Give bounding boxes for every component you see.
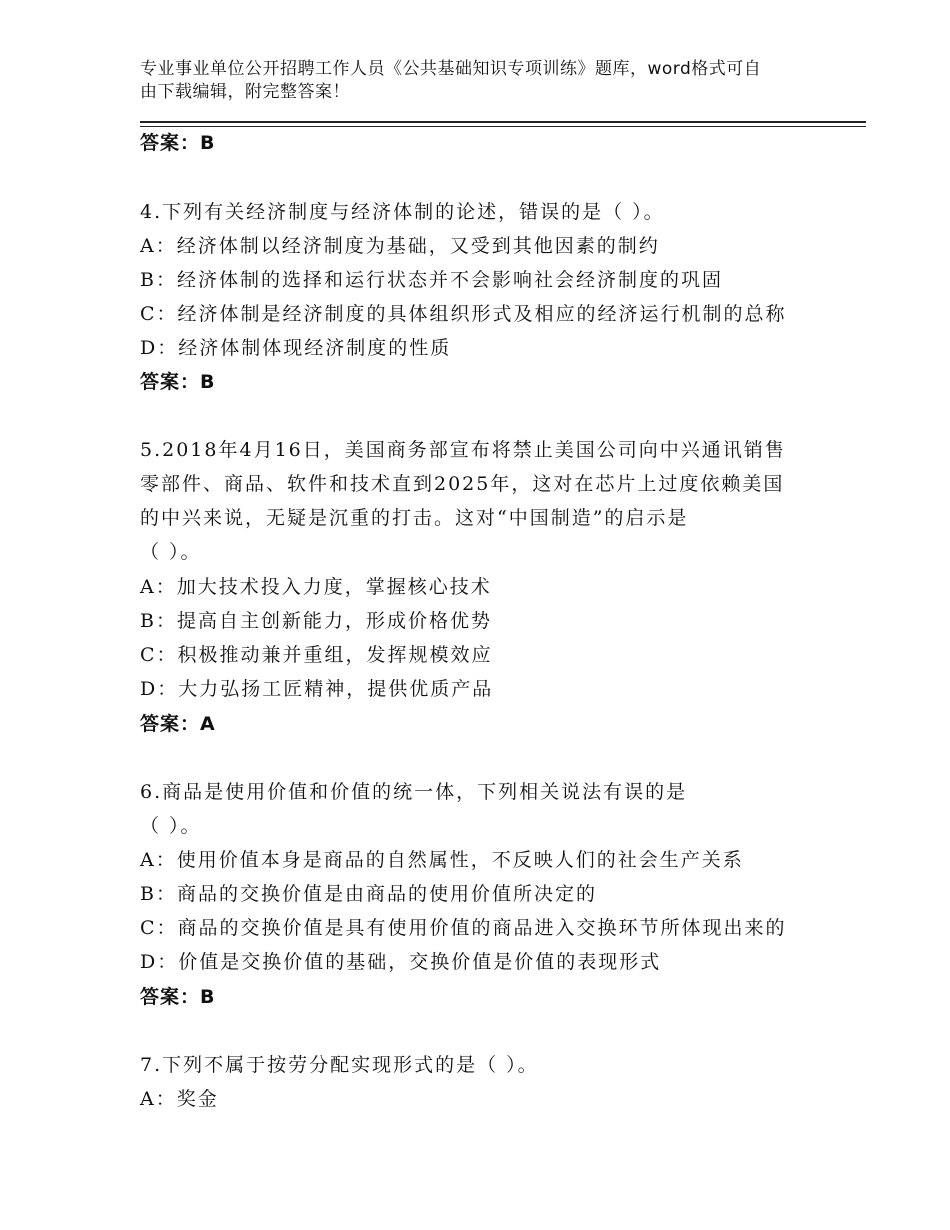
q6-stem-line-1: 6.商品是使用价值和价值的统一体，下列相关说法有误的是	[140, 781, 688, 803]
q6-stem-line-2: （ ）。	[140, 815, 202, 837]
q6-option-b: B：商品的交换价值是由商品的使用价值所决定的	[140, 883, 597, 905]
q4-option-c: C：经济体制是经济制度的具体组织形式及相应的经济运行机制的总称	[140, 303, 787, 325]
q5-option-d: D：大力弘扬工匠精神，提供优质产品	[140, 678, 494, 700]
q4-stem: 4.下列有关经济制度与经济体制的论述，错误的是（ ）。	[140, 201, 665, 223]
q5-option-c: C：积极推动兼并重组，发挥规模效应	[140, 644, 493, 666]
q4-option-b: B：经济体制的选择和运行状态并不会影响社会经济制度的巩固	[140, 269, 723, 291]
header-line-2: 由下载编辑，附完整答案！	[140, 82, 350, 102]
q6-answer: 答案：B	[140, 986, 216, 1008]
q4-answer: 答案：B	[140, 371, 216, 393]
q5-answer: 答案：A	[140, 713, 216, 735]
q5-stem-line-4: （ ）。	[140, 541, 202, 563]
q5-stem-line-2: 零部件、商品、软件和技术直到2025年，这对在芯片上过度依赖美国	[140, 473, 785, 495]
page-header	[140, 58, 820, 104]
q5-stem-line-1: 5.2018年4月16日，美国商务部宣布将禁止美国公司向中兴通讯销售	[140, 439, 786, 461]
q6-option-a: A：使用价值本身是商品的自然属性，不反映人们的社会生产关系	[140, 849, 744, 871]
answer-q3: 答案：B	[140, 132, 216, 154]
header-rule-thick	[140, 121, 866, 123]
q5-option-b: B：提高自主创新能力，形成价格优势	[140, 610, 492, 632]
q5-stem-line-3: 的中兴来说，无疑是沉重的打击。这对“中国制造”的启示是	[140, 507, 689, 529]
q6-option-d: D：价值是交换价值的基础，交换价值是价值的表现形式	[140, 951, 662, 973]
header-line-1: 专业事业单位公开招聘工作人员《公共基础知识专项训练》题库，word格式可自	[140, 59, 762, 79]
q6-option-c: C：商品的交换价值是具有使用价值的商品进入交换环节所体现出来的	[140, 917, 787, 939]
q5-option-a: A：加大技术投入力度，掌握核心技术	[140, 576, 492, 598]
q7-option-a: A：奖金	[140, 1088, 219, 1110]
q4-option-d: D：经济体制体现经济制度的性质	[140, 337, 452, 359]
q4-option-a: A：经济体制以经济制度为基础，又受到其他因素的制约	[140, 235, 660, 257]
q7-stem: 7.下列不属于按劳分配实现形式的是（ ）。	[140, 1054, 539, 1076]
header-rule-thin	[140, 126, 866, 127]
